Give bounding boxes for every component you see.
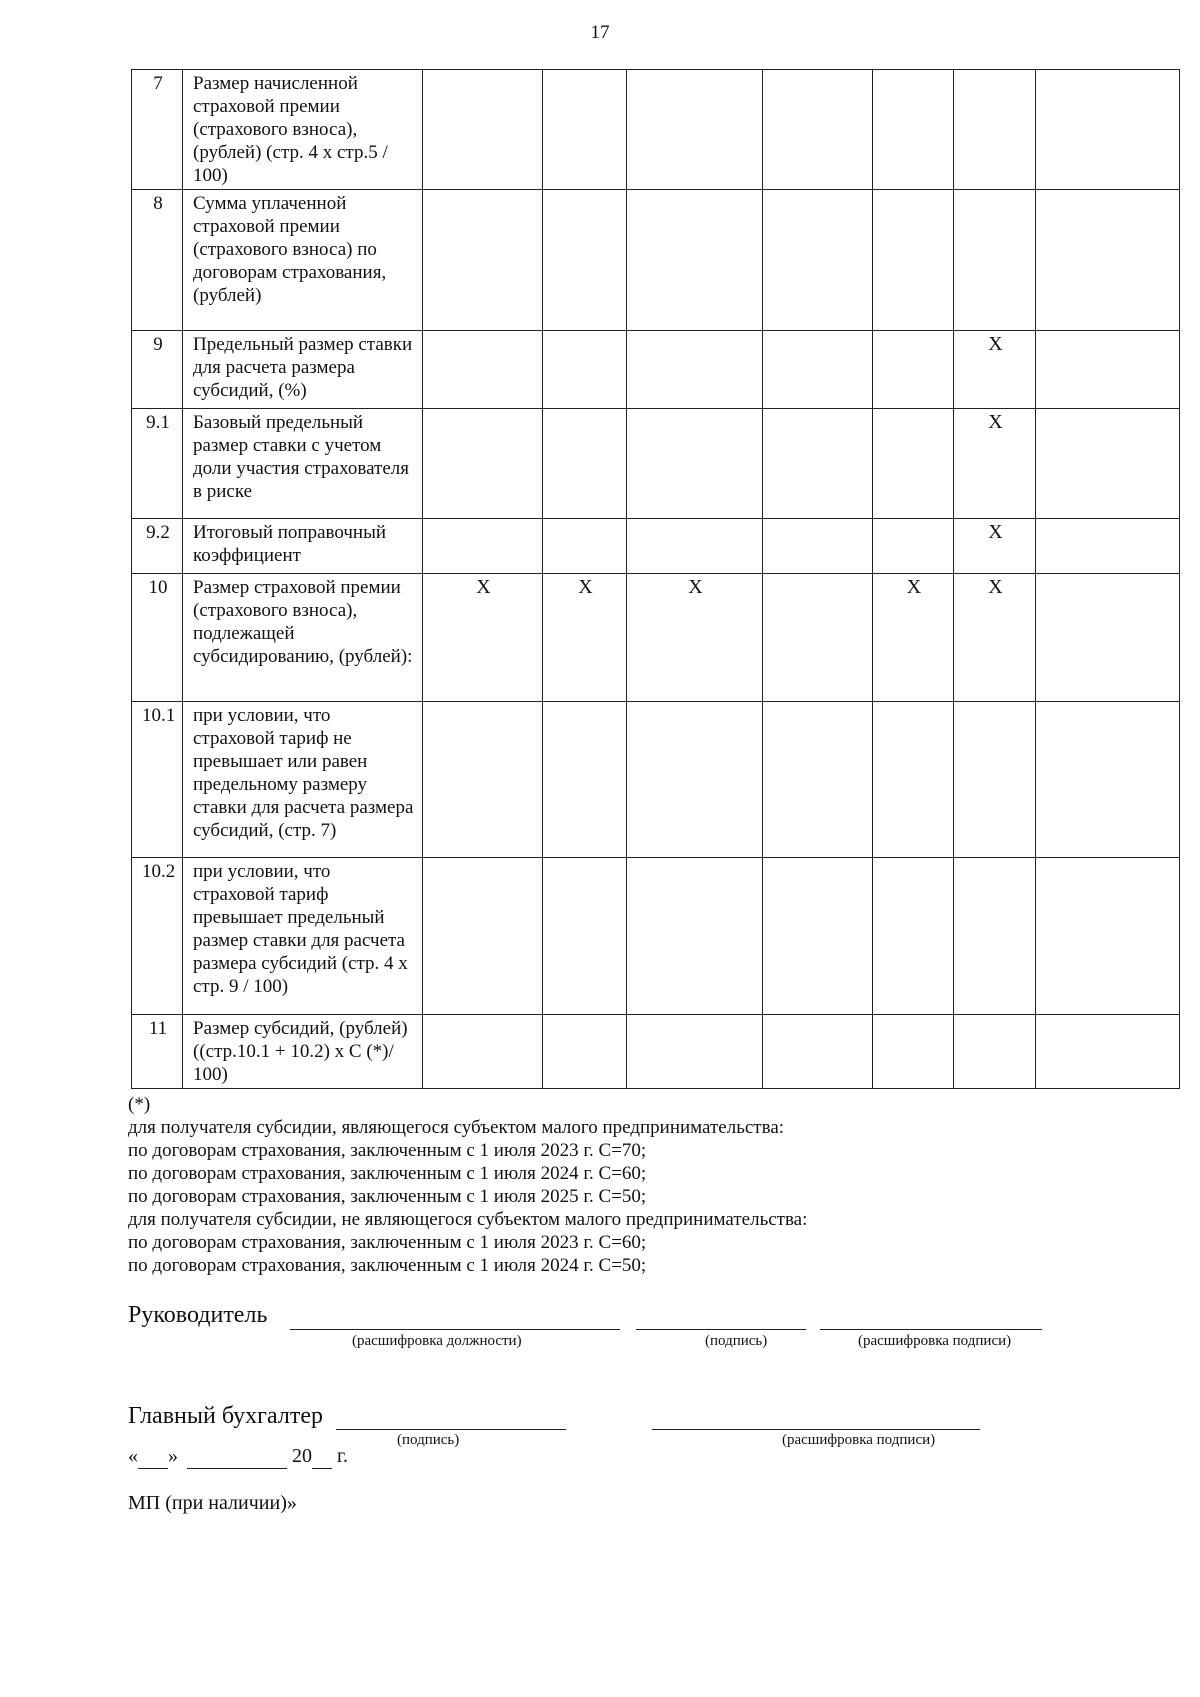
excluded-cell-mark: X xyxy=(954,409,1036,519)
footnote-line: по договорам страхования, заключенным с 1 июля 2024 г. С=60; xyxy=(128,1163,647,1184)
accountant-signature-line[interactable] xyxy=(336,1429,566,1430)
data-cell[interactable] xyxy=(423,190,543,331)
data-cell[interactable] xyxy=(763,1015,873,1089)
accountant-name-caption: (расшифровка подписи) xyxy=(782,1432,936,1448)
row-number: 9.1 xyxy=(132,409,183,519)
row-number: 9.2 xyxy=(132,519,183,574)
excluded-cell-mark: X xyxy=(954,574,1036,702)
table-row xyxy=(132,519,1180,574)
table-row xyxy=(132,409,1180,519)
data-cell[interactable] xyxy=(763,70,873,190)
data-cell[interactable] xyxy=(763,574,873,702)
footnote-line: по договорам страхования, заключенным с 1 июля 2023 г. С=70; xyxy=(128,1140,647,1161)
excluded-cell-mark: X xyxy=(627,574,763,702)
data-cell[interactable] xyxy=(627,702,763,858)
table-row xyxy=(132,574,1180,702)
head-label: Руководитель xyxy=(128,1302,268,1328)
table-row xyxy=(132,1015,1180,1089)
data-cell[interactable] xyxy=(543,331,627,409)
footnote-marker: (*) xyxy=(128,1094,151,1115)
data-cell[interactable] xyxy=(543,70,627,190)
head-signature-line[interactable] xyxy=(636,1329,806,1330)
footnote-line: для получателя субсидии, являющегося субъектом малого предпринимательства: xyxy=(128,1117,785,1138)
data-cell[interactable] xyxy=(763,409,873,519)
row-label: Размер страховой премии (страхового взноса), подлежащей субсидированию, (рублей): xyxy=(183,574,423,702)
date-row xyxy=(128,1445,348,1469)
head-position-line[interactable] xyxy=(290,1329,620,1330)
data-cell[interactable] xyxy=(763,702,873,858)
data-cell[interactable] xyxy=(423,858,543,1015)
data-cell[interactable] xyxy=(873,190,954,331)
data-cell[interactable] xyxy=(543,409,627,519)
table-row xyxy=(132,331,1180,409)
excluded-cell-mark: X xyxy=(543,574,627,702)
data-cell[interactable] xyxy=(627,70,763,190)
row-label: Размер субсидий, (рублей) ((стр.10.1 + 10.2) х С (*)/ 100) xyxy=(183,1015,423,1089)
row-number: 9 xyxy=(132,331,183,409)
head-name-caption: (расшифровка подписи) xyxy=(858,1333,1012,1349)
data-cell[interactable] xyxy=(873,331,954,409)
data-cell[interactable] xyxy=(543,519,627,574)
table-row xyxy=(132,858,1180,1015)
data-cell[interactable] xyxy=(763,519,873,574)
data-cell[interactable] xyxy=(873,858,954,1015)
date-year-field[interactable] xyxy=(312,1445,332,1469)
data-cell[interactable] xyxy=(423,409,543,519)
footnote-line: по договорам страхования, заключенным с 1 июля 2025 г. С=50; xyxy=(128,1186,647,1207)
calculation-table xyxy=(131,69,1180,1089)
row-number: 11 xyxy=(132,1015,183,1089)
data-cell[interactable] xyxy=(954,702,1036,858)
date-year-suffix: г. xyxy=(337,1445,348,1467)
accountant-name-line[interactable] xyxy=(652,1429,980,1430)
head-position-caption: (расшифровка должности) xyxy=(352,1333,522,1349)
footnote-line: для получателя субсидии, не являющегося субъектом малого предпринимательства: xyxy=(128,1209,808,1230)
row-label: при условии, что страховой тариф не превышает или равен предельному размеру ставки для расчета размера субсидий, (стр. 7) xyxy=(183,702,423,858)
excluded-cell-mark: X xyxy=(954,331,1036,409)
accountant-signature-caption: (подпись) xyxy=(397,1432,460,1448)
data-cell[interactable] xyxy=(423,702,543,858)
date-year-prefix: 20 xyxy=(292,1445,312,1467)
accountant-label: Главный бухгалтер xyxy=(128,1403,323,1429)
row-number: 8 xyxy=(132,190,183,331)
data-cell[interactable] xyxy=(423,70,543,190)
table-row xyxy=(132,190,1180,331)
excluded-cell-mark: X xyxy=(873,574,954,702)
page-number: 17 xyxy=(590,22,610,43)
data-cell[interactable] xyxy=(543,190,627,331)
data-cell[interactable] xyxy=(423,1015,543,1089)
row-label: Предельный размер ставки для расчета размера субсидий, (%) xyxy=(183,331,423,409)
data-cell[interactable] xyxy=(954,70,1036,190)
data-cell[interactable] xyxy=(1036,331,1180,409)
data-cell[interactable] xyxy=(1036,519,1180,574)
row-number: 10.2 xyxy=(132,858,183,1015)
table-row xyxy=(132,702,1180,858)
data-cell[interactable] xyxy=(627,858,763,1015)
data-cell[interactable] xyxy=(873,1015,954,1089)
data-cell[interactable] xyxy=(873,70,954,190)
row-label: Итоговый поправочный коэффициент xyxy=(183,519,423,574)
row-number: 7 xyxy=(132,70,183,190)
data-cell[interactable] xyxy=(954,1015,1036,1089)
data-cell[interactable] xyxy=(543,702,627,858)
stamp-note: МП (при наличии)» xyxy=(128,1492,297,1514)
data-cell[interactable] xyxy=(954,858,1036,1015)
excluded-cell-mark: X xyxy=(954,519,1036,574)
data-cell[interactable] xyxy=(763,190,873,331)
date-day-field[interactable] xyxy=(138,1445,168,1469)
data-cell[interactable] xyxy=(763,858,873,1015)
excluded-cell-mark: X xyxy=(423,574,543,702)
footnote xyxy=(128,1093,807,1277)
data-cell[interactable] xyxy=(543,1015,627,1089)
data-cell[interactable] xyxy=(627,1015,763,1089)
data-cell[interactable] xyxy=(873,519,954,574)
table-row xyxy=(132,70,1180,190)
date-open-quote: « xyxy=(128,1445,138,1467)
data-cell[interactable] xyxy=(1036,409,1180,519)
head-signature-caption: (подпись) xyxy=(705,1333,768,1349)
row-label: Размер начисленной страховой премии (страхового взноса), (рублей) (стр. 4 х стр.5 / 100) xyxy=(183,70,423,190)
data-cell[interactable] xyxy=(543,858,627,1015)
footnote-line: по договорам страхования, заключенным с 1 июля 2023 г. С=60; xyxy=(128,1232,647,1253)
data-cell[interactable] xyxy=(1036,702,1180,858)
data-cell[interactable] xyxy=(423,519,543,574)
row-label: Базовый предельный размер ставки с учетом доли участия страхователя в риске xyxy=(183,409,423,519)
data-cell[interactable] xyxy=(1036,1015,1180,1089)
row-label: Сумма уплаченной страховой премии (страхового взноса) по договорам страхования, (рублей) xyxy=(183,190,423,331)
data-cell[interactable] xyxy=(627,190,763,331)
row-number: 10 xyxy=(132,574,183,702)
row-number: 10.1 xyxy=(132,702,183,858)
data-cell[interactable] xyxy=(1036,70,1180,190)
data-cell[interactable] xyxy=(954,190,1036,331)
row-label: при условии, что страховой тариф превышает предельный размер ставки для расчета размера субсидий (стр. 4 х стр. 9 / 100) xyxy=(183,858,423,1015)
data-cell[interactable] xyxy=(873,702,954,858)
data-cell[interactable] xyxy=(1036,858,1180,1015)
data-cell[interactable] xyxy=(627,331,763,409)
head-name-line[interactable] xyxy=(820,1329,1042,1330)
data-cell[interactable] xyxy=(1036,190,1180,331)
date-month-field[interactable] xyxy=(187,1445,287,1469)
data-cell[interactable] xyxy=(763,331,873,409)
data-cell[interactable] xyxy=(873,409,954,519)
data-cell[interactable] xyxy=(1036,574,1180,702)
date-close-quote: » xyxy=(168,1445,178,1467)
data-cell[interactable] xyxy=(627,519,763,574)
data-cell[interactable] xyxy=(423,331,543,409)
footnote-line: по договорам страхования, заключенным с 1 июля 2024 г. С=50; xyxy=(128,1255,647,1276)
data-cell[interactable] xyxy=(627,409,763,519)
